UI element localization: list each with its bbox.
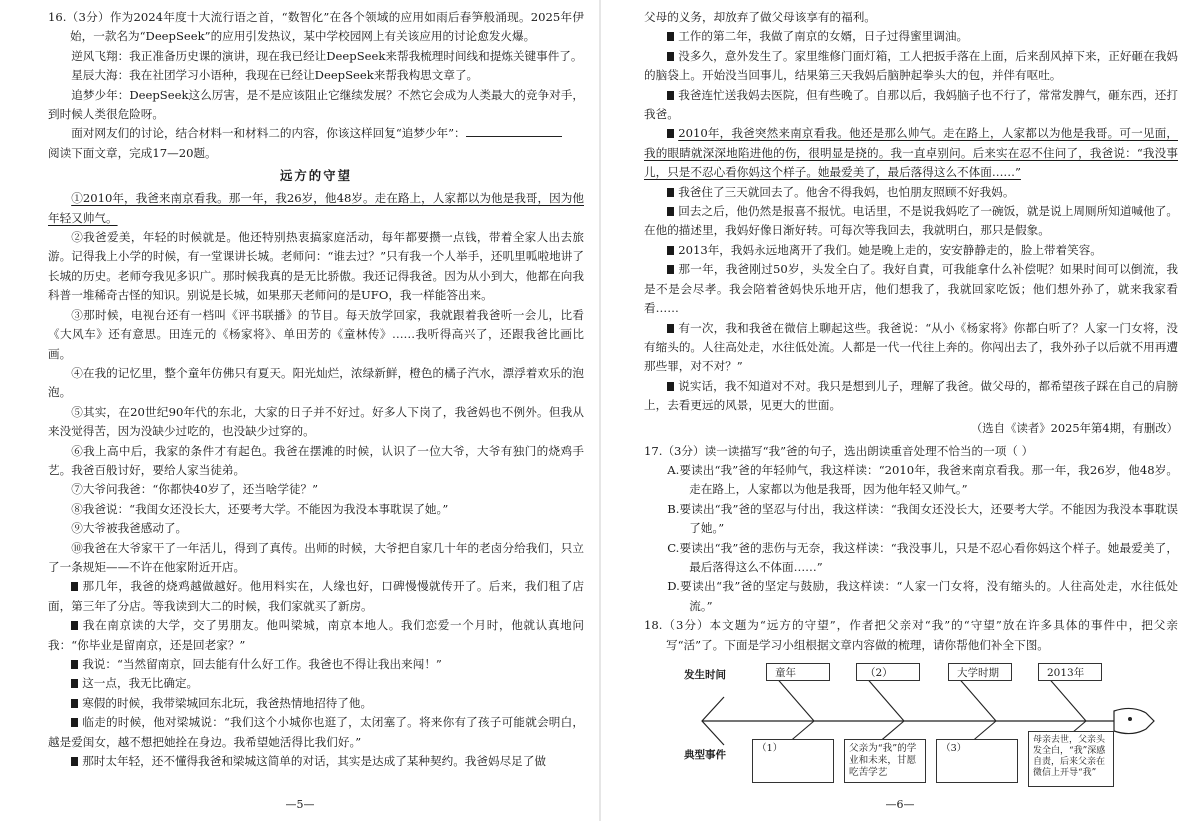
q18-stem: 18.（3分）本文题为“远方的守望”，作者把父亲对“我”的“守望”放在许多具体的事件中，把父亲写“活”了。下面是学习小组根据文章内容做的梳理，请你帮他们补全下图。 bbox=[644, 618, 1178, 652]
time-box-3: 大学时期 bbox=[948, 663, 1012, 681]
q16-answer-blank[interactable] bbox=[466, 124, 562, 137]
bullet-square-icon bbox=[667, 207, 674, 216]
time-label: 发生时间 bbox=[684, 669, 726, 681]
fishbone-diagram bbox=[684, 661, 1184, 787]
q17-option-d[interactable]: D.要读出“我”爸的坚定与鼓励，我这样读：“人家一门女将，没有缩头的。人往高处走，水往低处流。” bbox=[667, 579, 1178, 613]
bullet-square-icon bbox=[667, 324, 674, 333]
q16-comment-2: 星辰大海：我在社团学习小语种，我现在已经让DeepSeek来帮我构思文章了。 bbox=[71, 68, 479, 83]
bullet-square-icon bbox=[667, 91, 674, 100]
paragraph-8: ⑧我爸说：“我闺女还没长大，还要考大学。不能因为我没本事耽误了她。” bbox=[71, 501, 449, 516]
bullet-square-icon bbox=[71, 679, 78, 688]
q16-comment-1: 逆风飞翔：我正准备历史课的演讲，现在我已经让DeepSeek来帮我梳理时间线和提炼关键事件了。 bbox=[71, 48, 583, 63]
paragraph-15: 寒假的时候，我带梁城回东北玩，我爸热情地招待了他。 bbox=[48, 694, 584, 713]
bullet-square-icon bbox=[667, 246, 674, 255]
article-title: 远方的守望 bbox=[280, 168, 352, 184]
bullet-square-icon bbox=[667, 32, 674, 41]
bullet-square-icon bbox=[71, 718, 78, 727]
paragraph-3: ③那时候，电视台还有一档叫《评书联播》的节目。每天放学回家，我就跟着我爸听一会儿，比看《大风车》还有意思。田连元的《杨家将》、单田芳的《童林传》……我听得高兴了，还跟我爸比画比画。 bbox=[48, 307, 584, 361]
paragraph-2: ②我爸爱美，年轻的时候就是。他还特别热衷搞家庭活动，每年都要攒一点钱，带着全家人出去旅游。记得我上小学的时候，有一堂课讲长城。老师问：“谁去过？”只有我一个人举手，还叽里呱啦地讲了长城的历史。老师夸我见多识广。那时候我真的是无比骄傲。我还记得我爸。因为从小到大，他都在向我科普一堆稀奇古怪的知识。别说是长城，如果那天老师问的是UFO，我一样能答出来。 bbox=[48, 230, 584, 303]
bullet-square-icon bbox=[667, 52, 674, 61]
fish-eye bbox=[1128, 717, 1132, 721]
event-box-4: 母亲去世，父亲头发全白，“我”深感自责，后来父亲在微信上开导“我” bbox=[1028, 731, 1114, 787]
paragraph-18: 父母的义务，却放弃了做父母该享有的福利。 bbox=[644, 10, 876, 24]
reading-intro: 阅读下面文章，完成17—20题。 bbox=[48, 145, 217, 160]
paragraph-25: 2013年，我妈永远地离开了我们。她是晚上走的，安安静静走的，脸上带着笑容。 bbox=[644, 241, 1178, 260]
fish-head bbox=[1114, 708, 1154, 733]
paragraph-1: ①2010年，我爸来南京看我。那一年，我26岁，他48岁。走在路上，人家都以为他是我哥，因为他年轻又帅气。 bbox=[48, 191, 584, 225]
time-box-2[interactable]: （2） bbox=[856, 663, 920, 681]
paragraph-4: ④在我的记忆里，整个童年仿佛只有夏天。阳光灿烂，浓绿新鲜，橙色的橘子汽水，漂浮着欢乐的泡泡。 bbox=[48, 365, 584, 400]
paragraph-5: ⑤其实，在20世纪90年代的东北，大家的日子并不好过。好多人下岗了，我爸妈也不例外。但我从来没觉得苦，因为没缺少过吃的，也没缺少过穿的。 bbox=[48, 404, 584, 439]
source-note: （选自《读者》2025年第4期，有删改） bbox=[970, 420, 1178, 435]
paragraph-23: 我爸住了三天就回去了。他舍不得我妈，也怕朋友照顾不好我妈。 bbox=[644, 183, 1178, 202]
q17-option-c[interactable]: C.要读出“我”爸的悲伤与无奈，我这样读：“我没事儿，只是不忍心看你妈这个样子。她最爱美了，最后落得这么不体面……” bbox=[667, 540, 1178, 574]
bullet-square-icon bbox=[71, 582, 78, 591]
bullet-square-icon bbox=[71, 660, 78, 669]
q16-prompt-text: 面对网友们的讨论，结合材料一和材料二的内容，你该这样回复“追梦少年”： bbox=[71, 126, 466, 141]
event-label: 典型事件 bbox=[684, 749, 726, 761]
paragraph-17: 那时太年轻，还不懂得我爸和梁城这简单的对话，其实是达成了某种契约。我爸妈尽足了做 bbox=[48, 752, 584, 771]
paragraph-27: 有一次，我和我爸在微信上聊起这些。我爸说：“从小《杨家将》你都白听了？人家一门女将，没有缩头的。人往高处走，水往低处流。人都是一代一代往上奔的。你闯出去了，我外孙子以后就不用再遭那些罪，对不对？” bbox=[644, 320, 1178, 374]
bullet-square-icon bbox=[71, 699, 78, 708]
paragraph-6: ⑥我上高中后，我家的条件才有起色。我爸在摆滩的时候，认识了一位大爷，大爷有独门的烧鸡手艺。我爸百般讨好，要给人家当徒弟。 bbox=[48, 443, 584, 477]
paragraph-22: 2010年，我爸突然来南京看我。他还是那么帅气。走在路上，人家都以为他是我哥。可一见面，我的眼睛就深深地陷进他的伤，很明显是挠的。我一直卓别问。后来实在忍不住问了，我爸说：“我没事儿，只是不忍心看你妈这个样子。她最爱美了，最后落得这么不体面……” bbox=[644, 126, 1178, 180]
paragraph-24: 回去之后，他仍然是报喜不报忧。电话里，不是说我妈吃了一碗饭，就是说上周厕所知道喊他了。在他的描述里，我妈好像日渐好转。可每次等我回去，我就明白，那只是假象。 bbox=[644, 204, 1178, 238]
event-box-2: 父亲为“我”的学业和未来，甘愿吃苦学艺 bbox=[844, 739, 926, 783]
bullet-square-icon bbox=[667, 265, 674, 274]
bullet-square-icon bbox=[667, 129, 674, 138]
paragraph-21: 我爸连忙送我妈去医院，但有些晚了。自那以后，我妈脑子也不行了，常常发脾气，砸东西，还打我爸。 bbox=[644, 87, 1178, 122]
paragraph-10: ⑩我爸在大爷家干了一年活儿，得到了真传。出师的时候，大爷把自家几十年的老卤分给我们，只立了一条规矩——不许在他家附近开店。 bbox=[48, 540, 584, 574]
q17-option-a[interactable]: A.要读出“我”爸的年轻帅气，我这样读：“2010年，我爸来南京看我。那一年，我26岁，他48岁。走在路上，人家都以为他是我哥，因为他年轻又帅气。” bbox=[667, 462, 1178, 497]
paragraph-12: 我在南京读的大学，交了男朋友。他叫梁城，南京本地人。我们恋爱一个月时，他就认真地问我：“你毕业是留南京，还是回老家？” bbox=[48, 618, 584, 652]
paragraph-28: 说实话，我不知道对不对。我只是想到儿子，理解了我爸。做父母的，都希望孩子踩在自己的肩膀上，去看更远的风景，见更大的世面。 bbox=[644, 378, 1178, 413]
time-box-1: 童年 bbox=[766, 663, 830, 681]
paragraph-20: 没多久，意外发生了。家里维修门面灯箱，工人把扳手落在上面，后来刮风掉下来，正好砸在我妈的脑袋上。开始没当回事儿，结果第三天我妈后脑肿起拳头大的包，并伴有呕吐。 bbox=[644, 48, 1178, 83]
q16-prompt bbox=[48, 124, 584, 143]
bullet-square-icon bbox=[667, 382, 674, 391]
q16-comment-3: 追梦少年：DeepSeek这么厉害，是不是应该阻止它继续发展？不然它会成为人类最大的竞争对手，到时候人类很危险呀。 bbox=[48, 87, 584, 122]
paragraph-19: 工作的第二年，我做了南京的女婿，日子过得蜜里调油。 bbox=[644, 27, 1178, 46]
event-box-1[interactable]: （1） bbox=[752, 739, 834, 783]
page-6 bbox=[600, 0, 1200, 821]
bullet-square-icon bbox=[667, 188, 674, 197]
event-box-3[interactable]: （3） bbox=[936, 739, 1018, 783]
paragraph-26: 那一年，我爸刚过50岁，头发全白了。我好自責，可我能拿什么补偿呢？如果时间可以倒流，我是不是会尽孝。我会陪着爸妈快乐地开店，他们想我了，我就回家吃饭；他们想外孙了，就来我家看看…… bbox=[644, 262, 1178, 316]
q17-option-b[interactable]: B.要读出“我”爸的坚忍与付出，我这样读：“我闺女还没长大，还要考大学。不能因为我没本事耽误了她。” bbox=[667, 501, 1178, 536]
paragraph-9: ⑨大爷被我爸感动了。 bbox=[71, 521, 188, 536]
paragraph-14: 这一点，我无比确定。 bbox=[48, 674, 584, 693]
paragraph-13: 我说：“当然留南京，回去能有什么好工作。我爸也不得让我出来闯！” bbox=[48, 655, 584, 674]
paragraph-7: ⑦大爷问我爸：“你都快40岁了，还当啥学徒？” bbox=[71, 482, 319, 497]
time-box-4: 2013年 bbox=[1038, 663, 1102, 681]
q16-stem: 16.（3分）作为2024年度十大流行语之首，“数智化”在各个领域的应用如雨后春笋般涌现。2025年伊始，一款名为“DeepSeek”的应用引发热议，某中学校园网上有关该应用的讨论愈发火爆。 bbox=[48, 10, 584, 44]
paragraph-11: 那几年，我爸的烧鸡越做越好。他用料实在，人缘也好，口碑慢慢就传开了。后来，我们租了店面，第三年了分店。等我读到大二的时候，我们家就买了新房。 bbox=[48, 579, 584, 613]
paragraph-16: 临走的时候，他对梁城说：“我们这个小城你也逛了，太闭塞了。将来你有了孩子可能就会明白，越是爱闺女，越不想把她拴在身边。我希望她活得比我们好。” bbox=[48, 715, 584, 749]
bullet-square-icon bbox=[71, 757, 78, 766]
page-number: —5— bbox=[285, 798, 315, 811]
page-number: —6— bbox=[885, 798, 915, 811]
bullet-square-icon bbox=[71, 621, 78, 630]
q17-stem: 17.（3分）读一读描写“我”爸的句子，选出朗读重音处理不恰当的一项（ ） bbox=[644, 443, 1034, 458]
